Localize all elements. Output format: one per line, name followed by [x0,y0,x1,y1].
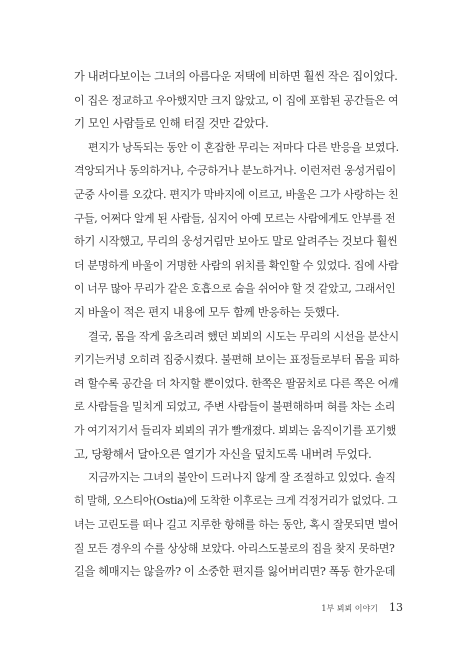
running-head: 1부 뵈뵈 이야기 [321,604,378,613]
text-line: 녀는 고린도를 떠나 길고 지루한 항해를 하는 동안, 혹시 잘못되면 벌어 [74,518,399,532]
text-line: 길을 헤매지는 않을까? 이 소중한 편지를 잃어버리면? 폭동 한가운데 [74,565,396,579]
text-line: 고, 당황해서 달아오른 열기가 자신을 덮치도록 내버려 두었다. [74,446,372,461]
text-line: 기 모인 사람들로 인해 터질 것만 같았다. [74,116,269,131]
text-line: 려 할수록 공간을 더 차지할 뿐이었다. 한쪽은 팔꿈치로 다른 쪽은 어깨 [74,376,399,390]
page-number: 13 [389,601,403,614]
text-line: 로 사람들을 밀치게 되었고, 주변 사람들이 불편해하며 혀를 차는 소리 [74,400,396,414]
text-line: 질 모든 경우의 수를 상상해 보았다. 아리스도불로의 집을 찾지 못하면? [74,541,395,555]
text-line: 이 집은 정교하고 우아했지만 크지 않았고, 이 집에 포함된 공간들은 여 [74,93,399,107]
text-line: 격앙되거나 동의하거나, 수긍하거나 분노하거나. 이런저런 웅성거림이 [74,164,396,178]
text-line: 히 말해, 오스티아(Ostia)에 도착한 이후로는 크게 걱정거리가 없었다. 그 [74,494,398,507]
text-line: 지 바울이 적은 편지 내용에 모두 함께 반응하는 듯했다. [74,304,340,319]
text-line: 가 여기저기서 들리자 뵈뵈의 귀가 빨개졌다. 뵈뵈는 움직이기를 포기했 [74,423,396,437]
text-line: 편지가 낭독되는 동안 이 혼잡한 무리는 저마다 다른 반응을 보였다. [88,140,399,154]
text-line: 하기 시작했고, 무리의 웅성거림만 보아도 말로 알려주는 것보다 훨씬 [74,235,398,249]
text-line: 지금까지는 그녀의 불안이 드러나지 않게 잘 조절하고 있었다. 솔직 [88,471,396,485]
text-line: 가 내려다보이는 그녀의 아름다운 저택에 비하면 훨씬 작은 집이었다. [74,70,398,83]
text-line: 결국, 몸을 작게 움츠리려 했던 뵈뵈의 시도는 무리의 시선을 분산시 [88,329,399,343]
text-line: 키기는커녕 오히려 집중시켰다. 불편해 보이는 표정들로부터 몸을 피하 [74,353,400,367]
text-line: 구들, 어쩌다 알게 된 사람들, 심지어 아예 모르는 사람에게도 안부를 전 [74,211,396,225]
body-text [74,65,400,584]
text-line: 이 너무 많아 무리가 같은 호흡으로 숨을 쉬어야 할 것 같았고, 그래서인 [74,282,396,296]
page-footer [321,596,403,616]
text-line: 더 분명하게 바울이 거명한 사람의 위치를 확인할 수 있었다. 집에 사람 [74,258,399,272]
text-line: 군중 사이를 오갔다. 편지가 막바지에 이르고, 바울은 그가 사랑하는 친 [74,187,399,201]
